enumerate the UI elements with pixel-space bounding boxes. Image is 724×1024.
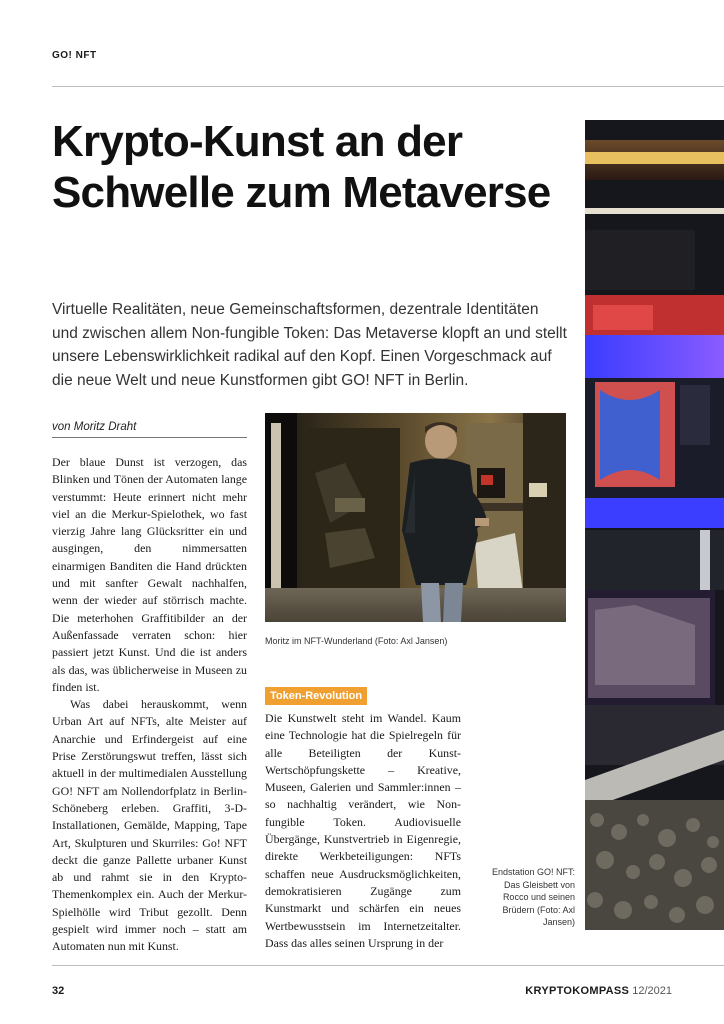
body-paragraph-1: Der blaue Dunst ist verzogen, das Blinken und Tönen der Automaten lange verstummt: Heute erinnert nicht mehr viel an die Merkur-Spielothek, wo fast vierzig Jahre lang Glücksritter ein und ausgingen, den nimmersatten einarmigen Banditen die Hand drückten und mit sanfter Gewalt nachhalfen, wenn der wieder auf störrisch machte. Die meterhohen Graffitibilder an der Außenfassade verraten schon: hier passiert jetzt Kunst. Und die ist anders als das, was üblicherweise in Museen zu finden ist. xyxy=(52,455,247,694)
magazine-name: KRYPTOKOMPASS xyxy=(525,985,630,997)
photo-visitor-exhibition xyxy=(265,413,566,622)
photo-caption-2: Endstation GO! NFT: Das Gleisbett von Rocco und seinen Brüdern (Foto: Axl Jansen) xyxy=(491,867,575,927)
body-column-2 xyxy=(265,710,461,952)
photo-caption-1: Moritz im NFT-Wunderland (Foto: Axl Jansen) xyxy=(265,636,448,646)
photo-installation-rail-bed xyxy=(585,120,724,930)
body-paragraph-3: Die Kunstwelt steht im Wandel. Kaum eine Technologie hat die Spielregeln für alle Beteiligten der Kunst-Wertschöpfungskette – Kreative, Museen, Galerien und Sammler:innen – so nachhaltig verändert, wie Non-fungible Token. Audiovisuelle Übergänge, Kunstvertrieb in Eigenregie, direkte Werkbeteiligungen: NFTs schaffen neue Ausdrucksmöglichkeiten, demokratisieren Zugänge zum Kunstmarkt und schärfen ein neues Wertbewusstsein im Internetzeitalter. Dass das alles seinen Ursprung in der xyxy=(265,711,461,950)
byline-author: Moritz Draht xyxy=(73,421,137,433)
footer-magazine xyxy=(525,985,672,997)
byline xyxy=(52,421,136,433)
photo-illustration xyxy=(265,413,566,622)
body-column-1 xyxy=(52,454,247,956)
bottom-divider xyxy=(52,965,724,966)
subheading-token-revolution: Token-Revolution xyxy=(265,687,367,705)
byline-prefix: von xyxy=(52,421,71,433)
body-paragraph-2: Was dabei herauskommt, wenn Urban Art auf NFTs, alte Meister auf Anarchie und Erfindergeist auf eine Prise Zerstörungswut treffen, lässt sich aktuell in der multimedialen Ausstellung GO! NFT am Nollendorfplatz in Berlin-Schöneberg erleben. Graffiti, 3-D-Installationen, Gemälde, Mapping, Tape Art, Skulpturen und Skurriles: Go! NFT deckt die ganze Pallette urbaner Kunst ab und rahmt sie in den Krypto-Themenkomplex ein. Auch der Merkur-Spielhölle wird Tribut gezollt. Denn gespielt wird immer noch – statt am Automaten nun mit Kunst. xyxy=(52,697,247,954)
top-divider xyxy=(52,86,724,87)
headline: Krypto-Kunst an der Schwelle zum Metaverse xyxy=(52,117,551,217)
byline-divider xyxy=(52,437,247,438)
lead-paragraph: Virtuelle Realitäten, neue Gemeinschaftsformen, dezentrale Identitäten und zwischen allem Non-fungible Token: Das Metaverse klopft an und stellt unsere Lebenswirklichkeit radikal auf den Kopf. Einen Vorgeschmack auf die neue Welt und neue Kunstformen gibt GO! NFT in Berlin. xyxy=(52,301,567,389)
section-label: GO! NFT xyxy=(52,50,97,61)
magazine-issue: 12/2021 xyxy=(632,985,672,997)
photo-illustration-2 xyxy=(585,120,724,930)
page-number: 32 xyxy=(52,985,65,997)
